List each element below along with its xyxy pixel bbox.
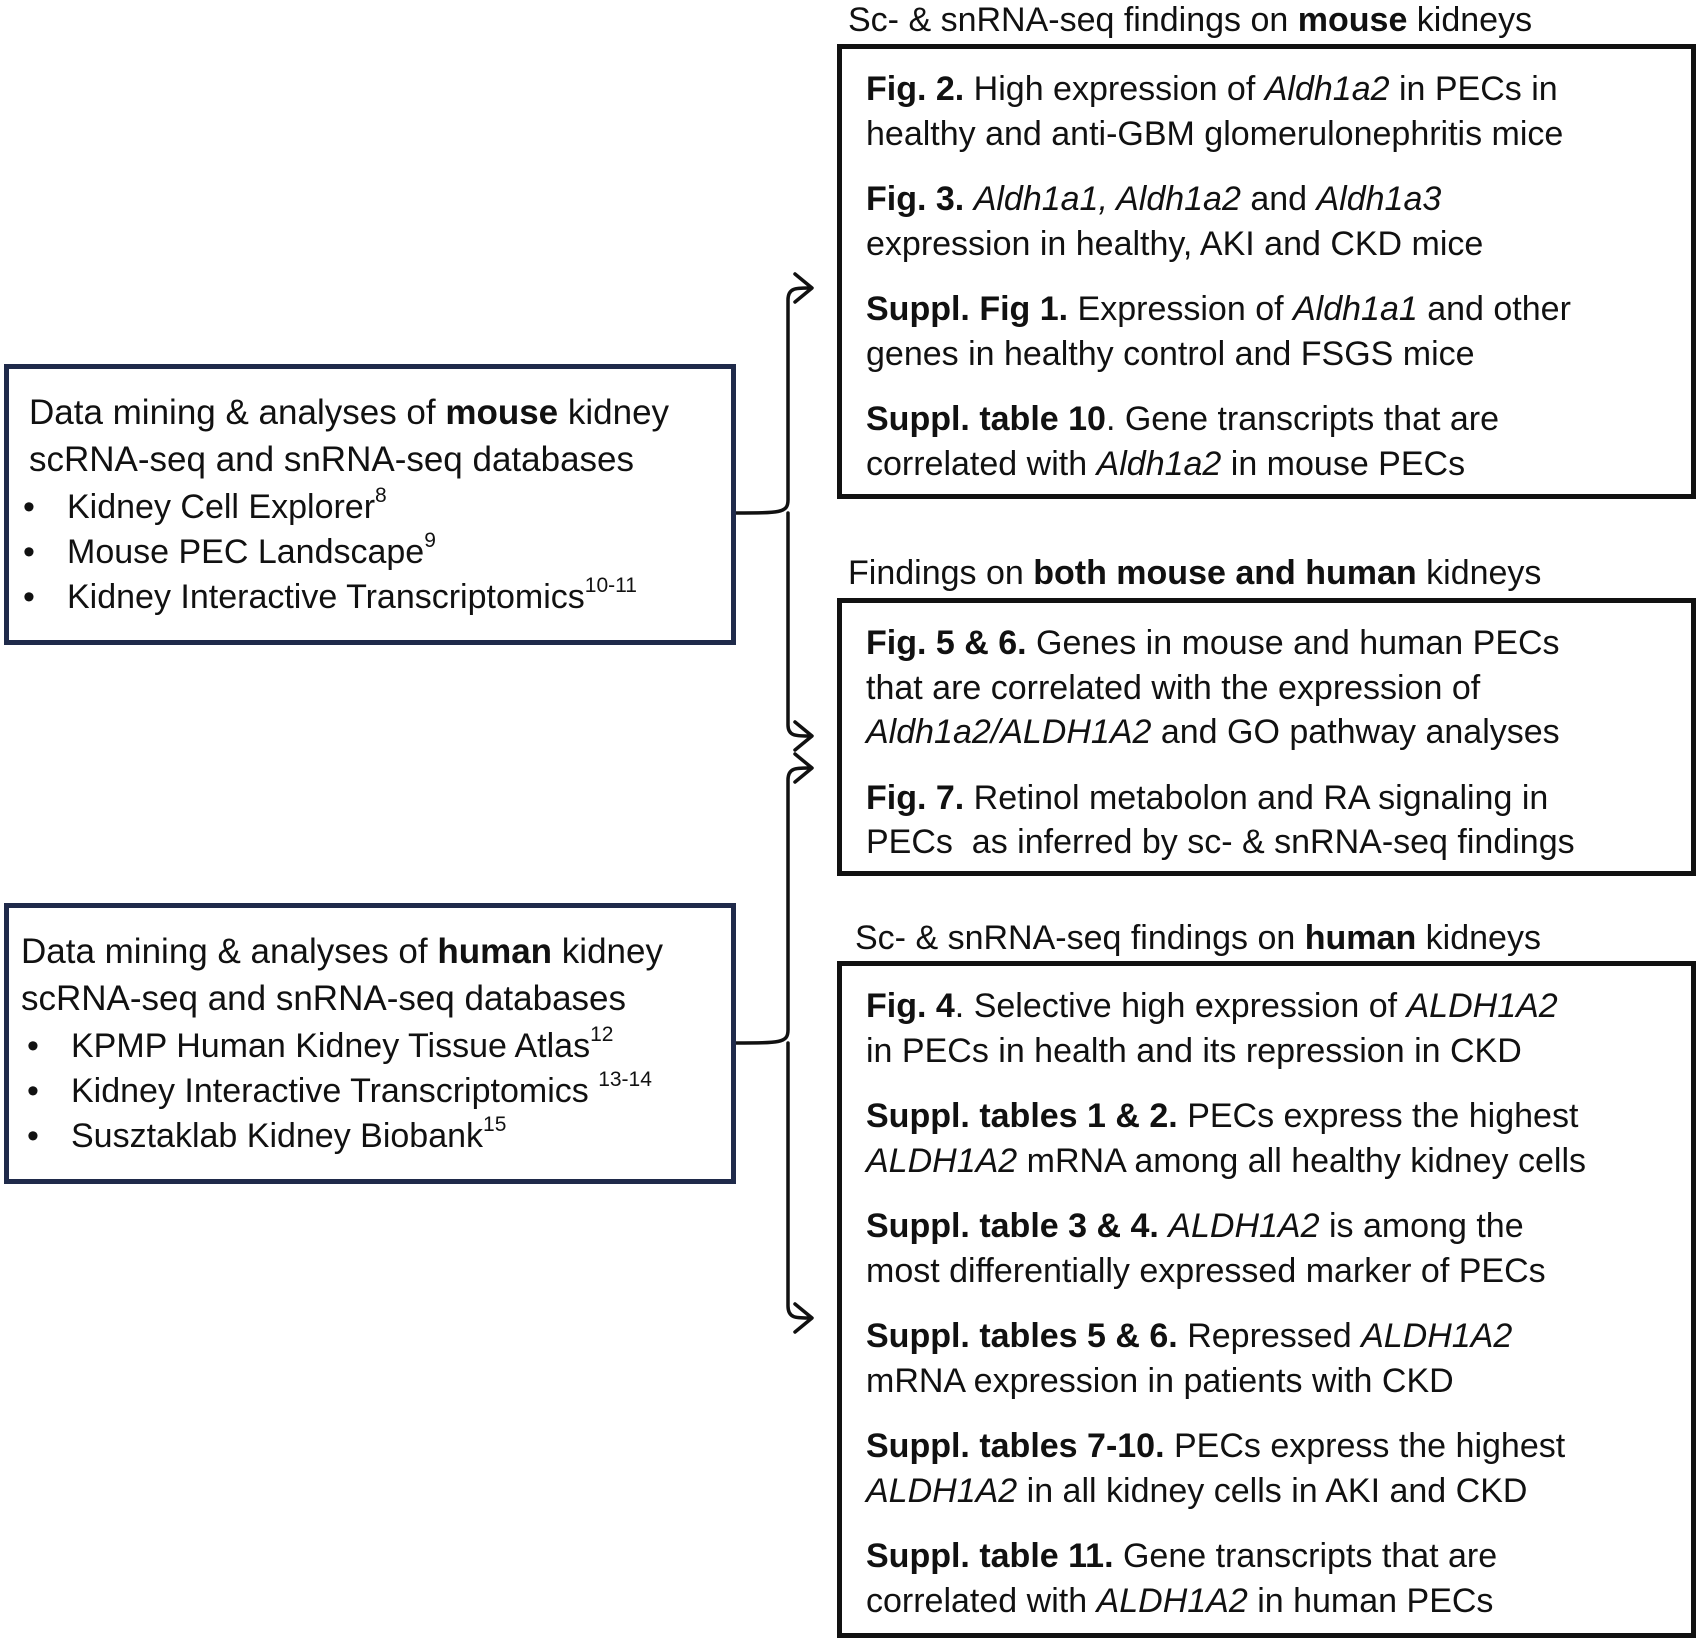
finding-entry: Suppl. table 3 & 4. ALDH1A2 is among the most differentially expressed marker of PECs: [866, 1207, 1546, 1290]
finding-entry: Suppl. tables 7-10. PECs express the highest ALDH1A2 in all kidney cells in AKI and CKD: [866, 1427, 1566, 1510]
both-findings-heading: Findings on both mouse and human kidneys: [848, 554, 1542, 592]
mouse-source-title: Data mining & analyses of mouse kidney: [29, 393, 670, 432]
finding-entry: Suppl. Fig 1. Expression of Aldh1a1 and other genes in healthy control and FSGS mice: [866, 290, 1571, 373]
finding-entry: Fig. 3. Aldh1a1, Aldh1a2 and Aldh1a3 expression in healthy, AKI and CKD mice: [866, 180, 1484, 263]
finding-entry: Fig. 2. High expression of Aldh1a2 in PECs in healthy and anti-GBM glomerulonephritis mice: [866, 70, 1564, 153]
list-item: • Mouse PEC Landscape$^9$: [23, 529, 436, 571]
human-source-title: Data mining & analyses of human kidney: [21, 932, 663, 971]
human-to-human-line: [788, 1043, 808, 1318]
list-item: • Susztaklab Kidney Biobank$^{15}$: [27, 1113, 507, 1155]
finding-entry: Suppl. tables 1 & 2. PECs express the highest ALDH1A2 mRNA among all healthy kidney cells: [866, 1097, 1587, 1180]
mouse-source-box: [4, 364, 736, 645]
human-bracket: [735, 768, 808, 1043]
mouse-source-list: [23, 484, 731, 620]
finding-entry: Fig. 5 & 6. Genes in mouse and human PECs that are correlated with the expression of Aldh1a2/ALDH1A2 and GO pathway analyses: [866, 624, 1560, 751]
human-findings-box: [837, 961, 1696, 1638]
list-item: • Kidney Interactive Transcriptomics $^{13-14}$: [27, 1068, 652, 1110]
mouse-findings-box: [837, 44, 1696, 499]
finding-entry: Suppl. table 11. Gene transcripts that are correlated with ALDH1A2 in human PECs: [866, 1537, 1498, 1620]
human-source-box: [4, 903, 736, 1184]
human-source-list: [21, 1024, 731, 1159]
list-item: • KPMP Human Kidney Tissue Atlas$^{12}$: [27, 1023, 614, 1065]
mouse-bracket: [735, 288, 808, 513]
list-item: • Kidney Cell Explorer$^8$: [23, 484, 387, 526]
human-findings-heading: Sc- & snRNA-seq findings on human kidneys: [855, 919, 1541, 957]
both-findings-box: [837, 598, 1696, 876]
list-item: • Kidney Interactive Transcriptomics$^{10-11}$: [23, 574, 637, 616]
finding-entry: Suppl. table 10. Gene transcripts that are correlated with Aldh1a2 in mouse PECs: [866, 400, 1500, 483]
human-source-title-line2: scRNA-seq and snRNA-seq databases: [21, 979, 627, 1018]
finding-entry: Fig. 4. Selective high expression of ALDH1A2 in PECs in health and its repression in CKD: [866, 987, 1558, 1070]
mouse-source-title-line2: scRNA-seq and snRNA-seq databases: [29, 440, 635, 479]
mouse-findings-heading: Sc- & snRNA-seq findings on mouse kidneys: [848, 1, 1533, 39]
finding-entry: Suppl. tables 5 & 6. Repressed ALDH1A2 mRNA expression in patients with CKD: [866, 1317, 1513, 1400]
finding-entry: Fig. 7. Retinol metabolon and RA signaling in PECs as inferred by sc- & snRNA-seq findings: [866, 778, 1575, 861]
mouse-to-both-line: [788, 513, 808, 736]
